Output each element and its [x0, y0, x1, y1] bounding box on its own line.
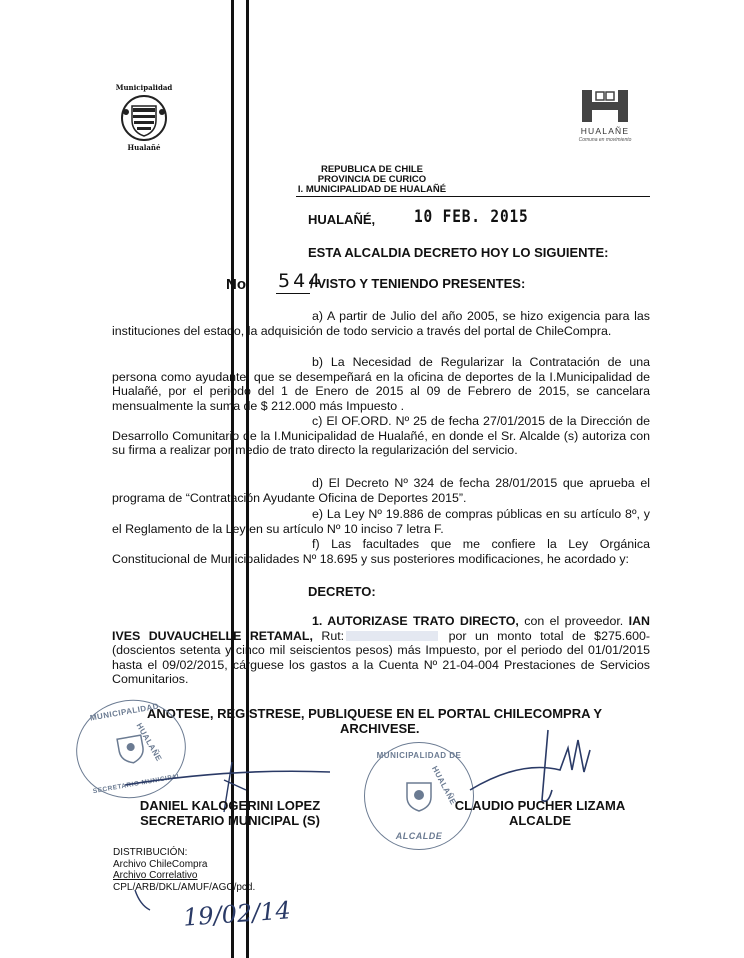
date-stamp: 10 FEB. 2015 — [414, 207, 529, 227]
distribution-item-1: Archivo ChileCompra — [113, 859, 208, 870]
handwritten-note: 19/02/14 — [182, 896, 292, 932]
place-label: HUALAÑÉ, — [308, 212, 376, 227]
seal-left-bottom: SECRETARIO MUNICIPAL — [92, 772, 182, 796]
seal-left-right: HUALAÑE — [134, 721, 164, 763]
visto-d: d) El Decreto Nº 324 de fecha 28/01/2015 que aprueba el programa de “Contratación Ayudante Oficina de Deportes 2015”. — [112, 476, 650, 505]
header-line-3: I. MUNICIPALIDAD DE HUALAÑÉ — [297, 184, 447, 195]
article-lead-rest: con el proveedor. — [518, 614, 624, 628]
rut-label: Rut: — [312, 628, 345, 643]
article-lead: 1. AUTORIZASE TRATO DIRECTO, — [312, 614, 519, 628]
seal-right-right: HUALAÑE — [430, 764, 458, 807]
visto-c: c) El OF.ORD. Nº 25 de fecha 27/01/2015 de la Dirección de Desarrollo Comunitario de la I.Municipalidad de Hualañé, en donde el Sr. Alcalde (s) autoriza con su firma a realizar por medio de trato directo la regularización del servicio. — [112, 414, 650, 458]
rut-redacted — [346, 631, 438, 641]
visto-b: b) La Necesidad de Regularizar la Contratación de una persona como ayudante, que se desempeñará en la oficina de deportes de la I.Municipalidad de Hualañé, por el periodo del 1 de Enero de 2015 al 09 de Febrero de 2015, se cancelara mensualmente la suma de $ 212.000 más Impuesto . — [112, 355, 650, 413]
visto-e: e) La Ley Nº 19.886 de compras públicas en su artículo 8º, y el Reglamento de la Ley en su artículo Nº 10 inciso 7 letra F. — [112, 507, 650, 536]
distribution-label: DISTRIBUCIÓN: — [113, 847, 188, 858]
decree-number-underline — [276, 293, 310, 294]
header-line-1: REPUBLICA DE CHILE — [320, 164, 424, 175]
decreto-heading: DECRETO: — [308, 584, 376, 599]
visto-label: / VISTO Y TENIENDO PRESENTES: — [310, 276, 526, 291]
distribution-initials: CPL/ARB/DKL/AMUF/AGC/pcd. — [113, 882, 256, 893]
hualane-h-icon — [580, 88, 630, 124]
decree-number: 544 — [278, 270, 324, 292]
signatory-secretary-title: SECRETARIO MUNICIPAL (S) — [140, 813, 320, 828]
number-prefix: No — [226, 276, 246, 293]
mayor-seal — [364, 742, 474, 850]
decree-heading: ESTA ALCALDIA DECRETO HOY LO SIGUIENTE: — [308, 245, 609, 260]
distribution-item-2: Archivo Correlativo — [113, 870, 198, 881]
crest-shield-icon — [112, 92, 176, 144]
seal-right-bottom: ALCALDE — [395, 831, 443, 841]
crest-caption-bottom: Hualañé — [127, 143, 161, 152]
crest-caption-top: Municipalidad — [115, 83, 173, 92]
seal-right-top: MUNICIPALIDAD DE — [376, 751, 462, 760]
article-rest: por un monto total de $275.600- (doscientos setenta y cinco mil seiscientos pesos) más Impuesto, por el periodo del 01/01/2015 hasta el 09/02/2015, cárguese los gastos a la Cuenta Nº 21-04-004 Prestaciones de Servicios Comunitarios. — [112, 628, 650, 687]
header-line-2: PROVINCIA DE CURICO — [317, 174, 427, 185]
provider-name: IAN IVES DUVAUCHELLE RETAMAL, — [112, 614, 650, 643]
visto-a: a) A partir de Julio del año 2005, se hizo exigencia para las instituciones del estado, la adquisición de todo servicio a través del portal de ChileCompra. — [112, 309, 650, 338]
closing-line-1: ANOTESE, REGISTRESE, PUBLIQUESE EN EL PORTAL CHILECOMPRA Y — [147, 706, 603, 721]
hualane-logo — [572, 88, 638, 148]
visto-f: f) Las facultades que me confiere la Ley Orgánica Constitucional de Municipalidades Nº 18.695 y sus posteriores modificaciones, he acordado y: — [112, 537, 650, 566]
signatory-mayor-name: CLAUDIO PUCHER LIZAMA — [454, 798, 626, 813]
seal-left-emblem-icon — [107, 724, 153, 770]
hualane-logo-tagline: Comuna en movimiento — [578, 137, 632, 143]
article-1 — [112, 614, 650, 687]
signatory-secretary-name: DANIEL KALOGERINI LOPEZ — [139, 798, 321, 813]
seal-left-top: MUNICIPALIDAD — [89, 701, 160, 723]
municipal-crest — [112, 83, 176, 153]
hualane-logo-name: HUALAÑE — [580, 126, 630, 136]
closing-line-2: ARCHIVESE. — [340, 721, 420, 736]
signatory-mayor-title: ALCALDE — [508, 813, 572, 828]
header-divider — [296, 196, 650, 197]
